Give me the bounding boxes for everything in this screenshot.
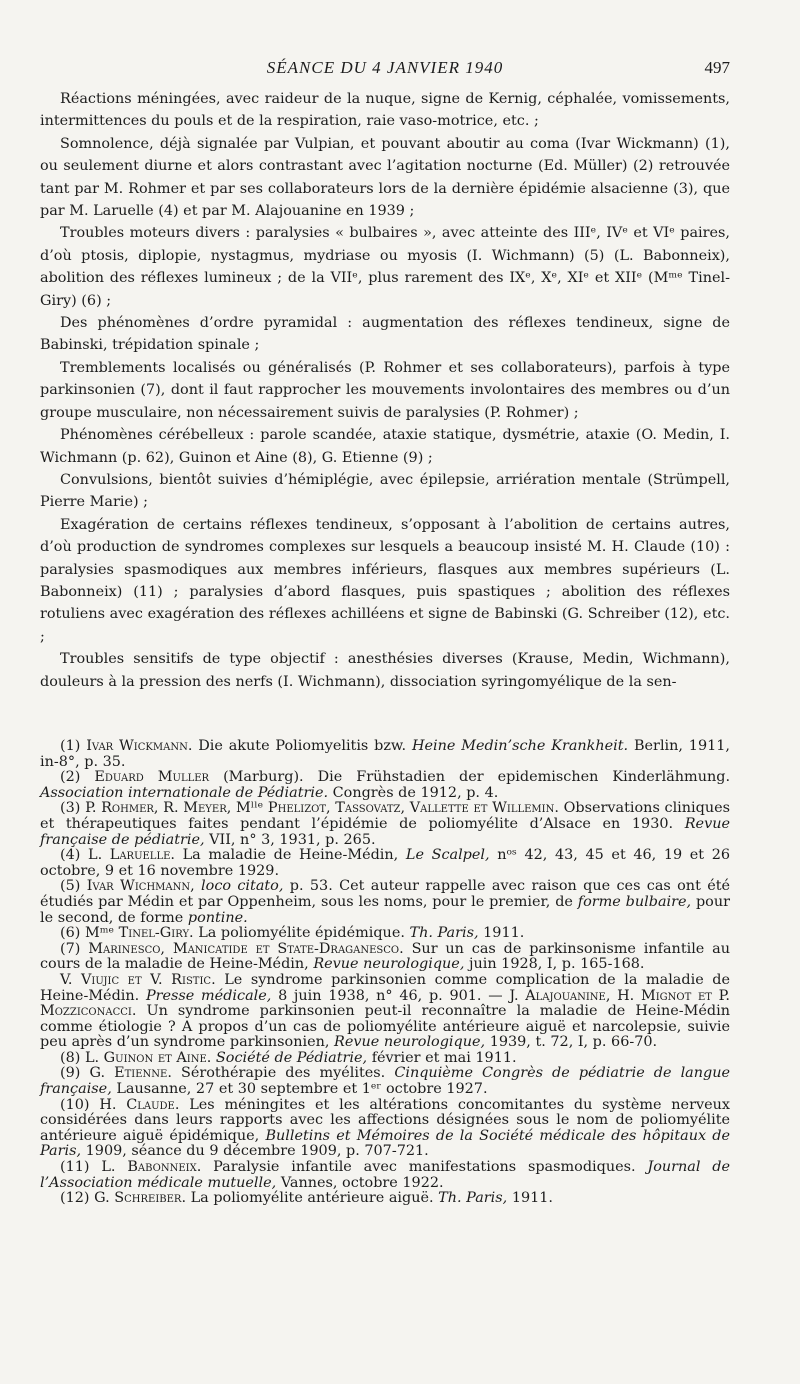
paragraph: Troubles moteurs divers : paralysies « bulbaires », avec atteinte des IIIᵉ, IVᵉ et VIᵉ paires, d’où ptosis, diplopie, nystagmus, mydriase ou myosis (I. Wichmann) (5) (L. Babonneix), abolition des réflexes lumineux ; de la VIIᵉ, plus rarement des IXᵉ, Xᵉ, XIᵉ et XIIᵉ (Mᵐᵉ Tinel-Giry) (6) ; — [40, 225, 730, 309]
footnote-author: Ivar Wickmann. — [86, 738, 193, 754]
footnote — [40, 942, 730, 973]
footnote-text: La poliomyélite épidémique. — [198, 925, 405, 942]
footnote — [40, 1066, 730, 1097]
footnote-source: Th. Paris, — [438, 1190, 508, 1207]
footnote-rest: VII, n° 3, 1931, p. 265. — [209, 831, 376, 848]
paragraph: Tremblements localisés ou généralisés (P. Rohmer et ses collaborateurs), parfois à type parkinsonien (7), dont il faut rapprocher les mouvements involontaires des membres ou d’un groupe musculaire, non nécessairement suivis de paralysies (P. Rohmer) ; — [40, 359, 730, 421]
footnote-author: L. Guinon et Aine. — [84, 1049, 212, 1066]
footnote-number: (12) — [60, 1190, 90, 1207]
footnote-rest: nᵒˢ 42, 43, 45 et 46, 19 et 26 octobre, 9 et 16 novembre 1929. — [40, 847, 731, 879]
footnote-author-2: J. Alajouanine, H. Mignot et P. Mozziconacci. — [40, 987, 730, 1020]
footnotes — [40, 739, 730, 1207]
footnote-number: (5) — [60, 878, 81, 895]
footnote — [40, 1051, 730, 1067]
footnote-text: Sérothérapie des myélites. — [180, 1065, 386, 1082]
footnote — [40, 739, 730, 770]
footnote-number: (9) — [60, 1065, 81, 1082]
footnote-text: La maladie de Heine-Médin, — [182, 847, 399, 864]
footnote-text: La poliomyélite antérieure aiguë. — [190, 1190, 434, 1207]
page-number: 497 — [704, 58, 730, 77]
footnote-author: L. Laruelle. — [88, 847, 175, 864]
footnote-rest: Congrès de 1912, p. 4. — [332, 784, 499, 801]
footnote-rest: p. 53. Cet auteur rappelle avec raison que ces cas ont été étudiés par Médin et par Oppenheim, sous les noms, pour le premier, de — [40, 878, 731, 910]
footnote-number: (6) — [60, 925, 81, 942]
footnote-number: (11) — [60, 1159, 90, 1176]
running-header — [40, 58, 730, 82]
footnote-source-2: forme bulbaire, — [577, 893, 692, 910]
footnote-source: Le Scalpel, — [405, 847, 490, 864]
footnote-author: P. Rohmer, R. Meyer, Mˡˡᵉ Phelizot, Tassovatz, Vallette et Willemin. — [85, 800, 559, 817]
footnote-text-2: Un syndrome parkinsonien peut-il reconnaître la maladie de Heine-Médin comme étiologie ? A propos d’un cas de poliomyélite antérieure aiguë et narcolepsie, suivie peu après d’un syndrome parkinsonien, — [40, 1003, 730, 1051]
footnote-source: Bulletins et Mémoires de la Société médicale des hôpitaux de Paris, — [40, 1127, 731, 1160]
footnote — [40, 848, 730, 879]
footnote-rest: Berlin, 1911, in-8°, p. 35. — [40, 738, 731, 770]
footnote-author: Eduard Muller — [94, 769, 210, 786]
footnote-rest: 1911. — [511, 1190, 554, 1207]
footnote-author: V. Viujic et V. Ristic. — [60, 971, 216, 988]
footnote — [40, 1098, 730, 1160]
footnote-rest: 1911. — [483, 925, 525, 942]
footnote-source-2: Revue neurologique, — [334, 1034, 486, 1051]
paragraph: Convulsions, bientôt suivies d’hémiplégie, avec épilepsie, arriération mentale (Strümpell, Pierre Marie) ; — [40, 471, 730, 511]
footnote-number: (8) — [60, 1049, 81, 1066]
footnote-rest-2: 1939, t. 72, I, p. 66-70. — [489, 1034, 658, 1051]
paragraph: Des phénomènes d’ordre pyramidal : augmentation des réflexes tendineux, signe de Babinski, trépidation spinale ; — [40, 315, 730, 354]
footnote-text: Observations cliniques et thérapeutiques faites pendant l’épidémie de poliomyélite d’Alsace en 1930. — [40, 800, 731, 832]
footnote-source: Heine Medin’sche Krankheit. — [411, 738, 629, 754]
footnote — [40, 1160, 730, 1191]
footnote-number: (2) — [60, 769, 81, 786]
footnote-text: Sur un cas de parkinsonisme infantile au cours de la maladie de Heine-Médin, — [40, 940, 731, 973]
footnote-source-3: pontine. — [187, 909, 248, 926]
footnote — [40, 1191, 730, 1207]
footnote-source: Cinquième Congrès de pédiatrie de langue française, — [40, 1065, 731, 1098]
footnote-source: Journal de l’Association médicale mutuelle, — [40, 1159, 730, 1191]
footnote-rest: Lausanne, 27 et 30 septembre et 1ᵉʳ octobre 1927. — [116, 1081, 488, 1098]
footnote-text: (Marburg). Die Frühstadien der epidemischen Kinderlähmung. — [223, 769, 731, 786]
footnote-number: (10) — [60, 1096, 90, 1113]
paragraph: Somnolence, déjà signalée par Vulpian, et pouvant aboutir au coma (Ivar Wickmann) (1), ou seulement diurne et alors contrastant avec l’agitation nocturne (Ed. Müller) (2) retrouvée tant par M. Rohmer et par ses collaborateurs lors de la dernière épidémie alsacienne (3), que par M. Laruelle (4) et par M. Alajouanine en 1939 ; — [40, 135, 730, 220]
footnote-author: Marinesco, Manicatide et State-Draganesco. — [88, 940, 404, 957]
footnote-source: Association internationale de Pédiatrie. — [40, 784, 329, 801]
footnote-author: G. Schreiber. — [94, 1190, 187, 1207]
footnote-rest: Vannes, octobre 1922. — [280, 1174, 444, 1191]
footnote-text: Paralysie infantile avec manifestations spasmodiques. — [213, 1159, 636, 1176]
paragraph: Réactions méningées, avec raideur de la nuque, signe de Kernig, céphalée, vomissements, intermittences du pouls et de la respiration, raie vaso-motrice, etc. ; — [40, 91, 730, 130]
footnote-source: Presse médicale, — [145, 987, 272, 1004]
footnote-author: L. Babonneix. — [101, 1159, 202, 1176]
footnote-text: Les méningites et les altérations concomitantes du système nerveux considérées dans leurs rapports avec les affections désignées sous le nom de poliomyélite antérieure aiguë épidémique, — [40, 1096, 730, 1144]
footnote-text: Le syndrome parkinsonien comme complication de la maladie de Heine-Médin. — [40, 971, 730, 1004]
footnote — [40, 973, 730, 1051]
footnote-number: (3) — [60, 800, 81, 817]
footnote — [40, 770, 730, 801]
footnote — [40, 879, 730, 926]
footnote — [40, 926, 730, 942]
footnote-rest-2: pour le second, de forme — [40, 893, 730, 926]
paragraph: Exagération de certains réflexes tendineux, s’opposant à l’abolition de certains autres, d’où production de syndromes complexes sur lesquels a beaucoup insisté M. H. Claude (10) : paralysies spasmodiques aux membres inférieurs, flasques aux membres supérieurs (L. Babonneix) (11) ; paralysies d’abord flasques, puis spastiques ; abolition des réflexes rotuliens avec exagération des réflexes achilléens et signe de Babinski (G. Schreiber (12), etc. ; — [40, 516, 730, 645]
footnote-number: (4) — [60, 847, 81, 864]
footnote-text: Die akute Poliomyelitis bzw. — [198, 738, 407, 754]
footnote-source: Revue neurologique, — [313, 956, 465, 973]
footnote-author: Ivar Wichmann, — [86, 878, 195, 895]
body-text — [40, 88, 730, 693]
running-title: SÉANCE DU 4 JANVIER 1940 — [266, 58, 504, 77]
footnote-source: Th. Paris, — [409, 925, 479, 942]
footnote-author: G. Etienne. — [89, 1065, 172, 1082]
footnote-author: Mᵐᵉ Tinel-Giry. — [84, 925, 194, 942]
footnote-rest: juin 1928, I, p. 165-168. — [468, 956, 645, 973]
footnote-source: Revue française de pédiatrie, — [40, 815, 730, 848]
footnote-author: H. Claude. — [99, 1096, 180, 1113]
footnote-rest: 8 juin 1938, n° 46, p. 901. — — [278, 987, 503, 1004]
footnote — [40, 801, 730, 848]
footnote-number: (1) — [60, 738, 81, 754]
footnote-source: Société de Pédiatrie, — [215, 1049, 368, 1066]
paragraph: Troubles sensitifs de type objectif : anesthésies diverses (Krause, Medin, Wichmann), douleurs à la pression des nerfs (I. Wichmann), dissociation syringomyélique de la sen- — [40, 651, 730, 690]
footnote-rest: février et mai 1911. — [371, 1049, 517, 1066]
footnote-rest: 1909, séance du 9 décembre 1909, p. 707-721. — [85, 1143, 429, 1160]
footnote-source: loco citato, — [201, 878, 284, 895]
footnote-number: (7) — [60, 940, 81, 957]
paragraph: Phénomènes cérébelleux : parole scandée, ataxie statique, dysmétrie, ataxie (O. Medin, I. Wichmann (p. 62), Guinon et Aine (8), G. Etienne (9) ; — [40, 427, 730, 466]
